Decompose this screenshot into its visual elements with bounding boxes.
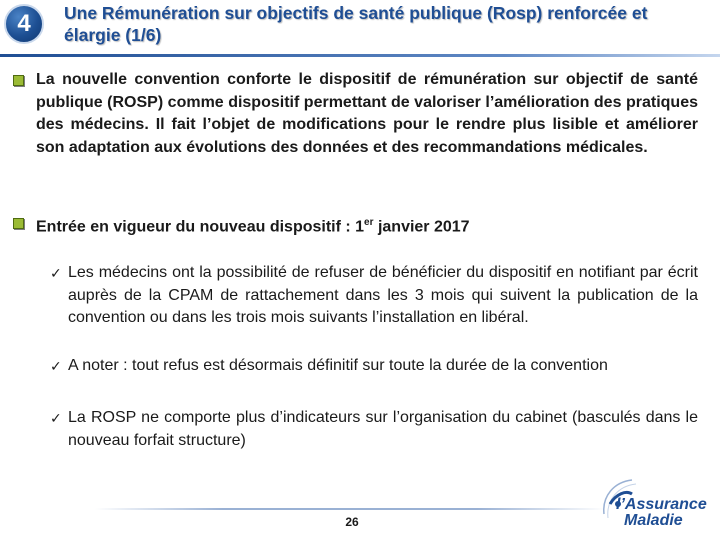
logo-line1: l’Assurance (616, 496, 707, 513)
subpoint-definitive-refusal: A noter : tout refus est désormais définitif sur toute la durée de la convention (68, 357, 608, 374)
subpoint-indicators: La ROSP ne comporte plus d’indicateurs sur l’organisation du cabinet (basculés dans le nouveau forfait structure) (68, 409, 698, 449)
logo-line2: Maladie (624, 512, 683, 529)
footer-divider (95, 508, 605, 510)
entry-text: Entrée en vigueur du nouveau dispositif : 1 (36, 218, 365, 236)
slide-title-line1: Une Rémunération sur objectifs de santé publique (Rosp) renforcée et (64, 3, 648, 23)
section-number: 4 (17, 10, 31, 37)
checkmark-icon: ✓ (50, 266, 62, 282)
title-divider (0, 54, 720, 57)
square-bullet-icon (13, 218, 24, 229)
entry-superscript: er (364, 217, 374, 228)
assurance-maladie-logo (598, 474, 716, 536)
slide-title (64, 2, 716, 46)
subpoint-refusal: Les médecins ont la possibilité de refuser de bénéficier du dispositif en notifiant par écrit auprès de la CPAM de rattachement dans les 3 mois qui suivent la publication de la convention ou dans les trois mois suivants l’installation en libéral. (68, 264, 698, 326)
page-number: 26 (345, 515, 359, 529)
bullet-paragraph: La nouvelle convention conforte le dispositif de rémunération sur objectif de santé publique (ROSP) comme dispositif permettant de valoriser l’amélioration des pratiques des médecins. Il fait l’objet de modifications pour le rendre plus lisible et améliorer son adaptation aux évolutions des données et des recommandations médicales. (36, 71, 698, 156)
slide-title-line2: élargie (1/6) (64, 25, 162, 45)
entry-date: janvier 2017 (373, 218, 470, 236)
section-number-badge (4, 4, 44, 44)
bullet-entry-into-force (36, 212, 698, 239)
checkmark-icon: ✓ (50, 411, 62, 427)
square-bullet-icon (13, 75, 24, 86)
checkmark-icon: ✓ (50, 359, 62, 375)
